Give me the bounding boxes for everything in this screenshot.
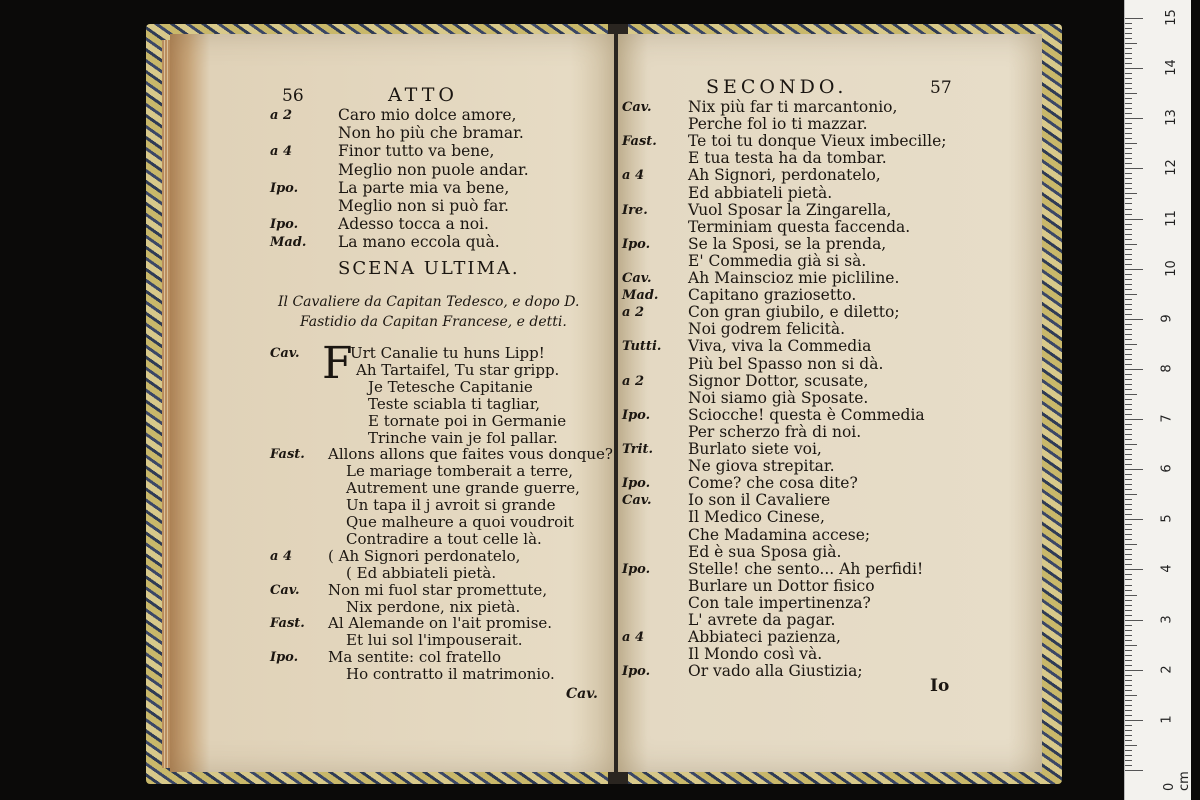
ruler-tick <box>1125 339 1132 340</box>
ruler-tick <box>1125 78 1132 79</box>
left-line2-speaker: Cav. <box>270 346 300 361</box>
ruler-tick <box>1125 595 1137 596</box>
right-line-text-line: Che Madamina accese; <box>688 525 871 544</box>
ruler-label: 1 <box>1159 715 1175 724</box>
right-line-text-line: Ed abbiateli pietà. <box>688 183 833 202</box>
ruler-tick <box>1125 675 1132 676</box>
left-page-header: ATTO <box>388 84 458 106</box>
ruler-tick <box>1125 289 1132 290</box>
ruler-tick <box>1125 404 1132 405</box>
ruler-tick <box>1125 138 1132 139</box>
right-line-text-line: Or vado alla Giustizia; <box>688 662 863 681</box>
ruler-label: 4 <box>1159 564 1175 574</box>
right-line-speaker: Ipo. <box>622 407 651 423</box>
left-line2-text-line: Ho contratto il matrimonio. <box>346 665 555 684</box>
ruler-tick <box>1125 214 1132 215</box>
ruler-tick <box>1125 504 1132 505</box>
ruler-tick <box>1125 254 1132 255</box>
ruler-tick <box>1125 574 1132 575</box>
left-line2-text-line: Al Alemande on l'ait promise. <box>328 614 553 633</box>
right-line-text-line: Abbiateci pazienza, <box>688 628 841 647</box>
left-line-speaker: Ipo. <box>270 217 299 233</box>
left-page <box>170 34 614 772</box>
ruler-tick <box>1125 188 1132 189</box>
left-line2-text-line: ( Ed abbiateli pietà. <box>346 563 497 582</box>
ruler-tick <box>1125 108 1132 109</box>
ruler-tick <box>1125 63 1132 64</box>
right-line-text-line: Il Medico Cinese, <box>688 508 825 527</box>
right-line-text-line: Burlare un Dottor fisico <box>688 576 875 595</box>
right-line-text-line: Il Mondo così và. <box>688 645 823 664</box>
right-line-speaker: Mad. <box>622 288 659 304</box>
ruler-label: 9 <box>1159 314 1175 323</box>
right-line-text-line: E tua testa ha da tombar. <box>688 149 887 168</box>
ruler-tick <box>1125 269 1143 270</box>
ruler-label: 15 <box>1163 9 1179 26</box>
ruler-tick <box>1125 299 1132 300</box>
left-line2-text-line: E tornate poi in Germanie <box>368 411 567 430</box>
left-line2-text-line: Que malheure a quoi voudroit <box>346 513 574 531</box>
left-line2-text-line: Le mariage tomberait a terre, <box>346 462 573 481</box>
ruler-tick <box>1125 740 1132 741</box>
ruler-tick <box>1125 148 1132 149</box>
ruler-label: 8 <box>1159 364 1175 373</box>
left-line2-text-line: Allons allons que faites vous donque? <box>328 445 613 464</box>
ruler-tick <box>1125 414 1132 415</box>
right-line-speaker: a 2 <box>622 305 644 321</box>
ruler-tick <box>1125 163 1132 164</box>
ruler-tick <box>1125 534 1132 535</box>
ruler-tick <box>1125 700 1132 701</box>
ruler-tick <box>1125 434 1132 435</box>
right-line-text-line: Io son il Cavaliere <box>688 491 831 510</box>
stage-direction-line-1: Il Cavaliere da Capitan Tedesco, e dopo D. <box>278 294 580 310</box>
ruler-tick <box>1125 640 1132 641</box>
ruler-label: 13 <box>1163 109 1179 127</box>
ruler-tick <box>1125 28 1132 29</box>
left-line2-text-line: Urt Canalie tu huns Lipp! <box>350 344 545 362</box>
right-line-text-line: Stelle! che sento... Ah perfidi! <box>688 559 924 578</box>
ruler-label: 2 <box>1159 665 1175 674</box>
right-line-speaker: Ipo. <box>622 236 651 252</box>
ruler-tick <box>1125 178 1132 179</box>
ruler-tick <box>1125 239 1132 240</box>
left-line2-text-line: Autrement une grande guerre, <box>346 479 580 498</box>
ruler-tick <box>1125 474 1132 475</box>
left-line-text-line: Meglio non si può far. <box>338 197 509 215</box>
ruler-tick <box>1125 128 1132 129</box>
ruler-tick <box>1125 454 1132 455</box>
ruler-tick <box>1125 750 1132 751</box>
ruler-label: 14 <box>1163 59 1179 76</box>
ruler-tick <box>1125 33 1132 34</box>
right-line-speaker: a 2 <box>622 373 644 389</box>
ruler-tick <box>1125 234 1132 235</box>
left-line2-text-line: Un tapa il j avroit si grande <box>346 496 556 515</box>
right-line-text-line: Burlato siete voi, <box>688 440 822 458</box>
ruler-tick <box>1125 489 1132 490</box>
ruler-tick <box>1125 715 1132 716</box>
ruler-label: 0 cm <box>1162 771 1192 791</box>
ruler-tick <box>1125 103 1132 104</box>
left-line2-text-line: Ma sentite: col fratello <box>328 648 502 667</box>
left-line2-text-line: Ah Tartaifel, Tu star gripp. <box>356 360 560 379</box>
ruler-tick <box>1125 519 1143 520</box>
ruler-tick <box>1125 93 1137 94</box>
ruler-tick <box>1125 529 1132 530</box>
ruler-tick <box>1125 494 1137 495</box>
ruler-tick <box>1125 58 1132 59</box>
left-line-speaker: a 2 <box>270 108 292 123</box>
right-line-text-line: Con gran giubilo, e diletto; <box>688 303 900 322</box>
ruler-tick <box>1125 630 1132 631</box>
left-line2-text-line: ( Ah Signori perdonatelo, <box>328 546 521 565</box>
right-line-speaker: Trit. <box>622 442 654 457</box>
right-line-speaker: Ipo. <box>622 476 651 492</box>
ruler-label: 12 <box>1163 159 1179 177</box>
ruler-label: 11 <box>1163 209 1179 227</box>
ruler-tick <box>1125 399 1132 400</box>
scene-title: SCENA ULTIMA. <box>338 258 520 279</box>
ruler-tick <box>1125 309 1132 310</box>
right-line-text-line: Noi godrem felicità. <box>688 320 846 339</box>
ruler-tick <box>1125 249 1132 250</box>
ruler-tick <box>1125 304 1132 305</box>
ruler-tick <box>1125 670 1143 671</box>
ruler-tick <box>1125 509 1132 510</box>
ruler-tick <box>1125 133 1132 134</box>
ruler-tick <box>1125 419 1143 420</box>
ruler-tick <box>1125 334 1132 335</box>
ruler-tick <box>1125 88 1132 89</box>
ruler-tick <box>1125 329 1132 330</box>
right-line-text-line: Terminiam questa faccenda. <box>688 217 911 236</box>
right-line-text-line: Sciocche! questa è Commedia <box>688 405 925 424</box>
ruler-label: 6 <box>1159 464 1175 473</box>
right-line-text-line: Noi siamo già Sposate. <box>688 388 869 407</box>
ruler-tick <box>1125 53 1132 54</box>
ruler-tick <box>1125 244 1137 245</box>
ruler-tick <box>1125 294 1137 295</box>
ruler-tick <box>1125 394 1137 395</box>
ruler-tick <box>1125 73 1132 74</box>
ruler-tick <box>1125 479 1132 480</box>
ruler-tick <box>1125 68 1143 69</box>
ruler-tick <box>1125 695 1137 696</box>
ruler-label: 3 <box>1159 614 1175 624</box>
ruler-tick <box>1125 524 1132 525</box>
left-line2-text-line: Trinche vain je fol pallar. <box>368 428 558 447</box>
ruler-tick <box>1125 735 1132 736</box>
left-line2-text-line: Contradire a tout celle là. <box>346 529 542 548</box>
right-line-speaker: Tutti. <box>622 339 662 355</box>
right-line-text-line: Perche fol io ti mazzar. <box>688 115 868 134</box>
measurement-ruler <box>1124 0 1191 800</box>
ruler-tick <box>1125 123 1132 124</box>
ruler-tick <box>1125 579 1132 580</box>
left-line-text-line: Meglio non puole andar. <box>338 160 529 179</box>
ruler-tick <box>1125 168 1143 169</box>
ruler-tick <box>1125 625 1132 626</box>
ruler-tick <box>1125 389 1132 390</box>
ruler-tick <box>1125 409 1132 410</box>
right-page-header: SECONDO. <box>706 76 848 98</box>
left-line-text-line: Caro mio dolce amore, <box>338 106 517 124</box>
ruler-tick <box>1125 83 1132 84</box>
ruler-tick <box>1125 349 1132 350</box>
ruler-tick <box>1125 354 1132 355</box>
ruler-tick <box>1125 650 1132 651</box>
left-line2-speaker: a 4 <box>270 548 292 564</box>
ruler-tick <box>1125 499 1132 500</box>
right-line-speaker: Cav. <box>622 271 652 286</box>
ruler-tick <box>1125 765 1132 766</box>
right-line-text-line: Vuol Sposar la Zingarella, <box>688 200 892 219</box>
ruler-tick <box>1125 655 1132 656</box>
ruler-tick <box>1125 554 1132 555</box>
right-line-text-line: Te toi tu donque Vieux imbecille; <box>688 132 947 151</box>
ruler-tick <box>1125 43 1137 44</box>
ruler-tick <box>1125 590 1132 591</box>
right-line-text-line: E' Commedia già si sà. <box>688 251 867 270</box>
ruler-tick <box>1125 193 1137 194</box>
left-line2-speaker: Ipo. <box>270 650 299 666</box>
left-line-text-line: La parte mia va bene, <box>338 178 510 197</box>
ruler-tick <box>1125 203 1132 204</box>
ruler-tick <box>1125 439 1132 440</box>
ruler-tick <box>1125 284 1132 285</box>
right-line-text-line: Come? che cosa dite? <box>688 474 858 493</box>
ruler-tick <box>1125 745 1137 746</box>
ruler-tick <box>1125 549 1132 550</box>
ruler-tick <box>1125 173 1132 174</box>
right-line-speaker: Cav. <box>622 493 652 509</box>
right-line-text-line: Con tale impertinenza? <box>688 593 871 612</box>
ruler-tick <box>1125 449 1132 450</box>
ruler-tick <box>1125 615 1132 616</box>
ruler-tick <box>1125 685 1132 686</box>
left-line2-text-line: Nix perdone, nix pietà. <box>346 597 521 616</box>
ruler-tick <box>1125 680 1132 681</box>
right-line-text-line: Se la Sposi, se la prenda, <box>688 234 887 253</box>
ruler-tick <box>1125 484 1132 485</box>
ruler-tick <box>1125 429 1132 430</box>
ruler-tick <box>1125 319 1143 320</box>
ruler-tick <box>1125 544 1137 545</box>
ruler-tick <box>1125 274 1132 275</box>
ruler-tick <box>1125 645 1137 646</box>
ruler-tick <box>1125 755 1132 756</box>
ruler-tick <box>1125 38 1132 39</box>
left-line2-speaker: Cav. <box>270 582 300 598</box>
right-line-speaker: Ipo. <box>622 664 651 680</box>
right-line-text-line: Viva, viva la Commedia <box>688 337 872 356</box>
ruler-tick <box>1125 665 1132 666</box>
ruler-tick <box>1125 229 1132 230</box>
ruler-tick <box>1125 48 1132 49</box>
right-line-text-line: Per scherzo frà di noi. <box>688 422 862 441</box>
ruler-tick <box>1125 158 1132 159</box>
right-line-speaker: a 4 <box>622 168 644 184</box>
ruler-tick <box>1125 705 1132 706</box>
left-catchword: Cav. <box>566 686 598 702</box>
ruler-tick <box>1125 725 1132 726</box>
ruler-tick <box>1125 635 1132 636</box>
right-line-text-line: Più bel Spasso non si dà. <box>688 354 884 373</box>
ruler-label: 5 <box>1159 514 1175 523</box>
ruler-tick <box>1125 279 1132 280</box>
ruler-tick <box>1125 219 1143 220</box>
right-line-text-line: Nix più far ti marcantonio, <box>688 98 898 116</box>
ruler-tick <box>1125 384 1132 385</box>
ruler-tick <box>1125 585 1132 586</box>
right-line-text-line: Ah Signori, perdonatelo, <box>688 166 881 185</box>
ruler-tick <box>1125 344 1137 345</box>
drop-cap: F <box>322 338 353 389</box>
ruler-tick <box>1125 364 1132 365</box>
left-line-speaker: Mad. <box>270 235 307 251</box>
left-line-text-line: La mano eccola quà. <box>338 233 500 252</box>
ruler-tick <box>1125 514 1132 515</box>
stage-direction-line-2: Fastidio da Capitan Francese, e detti. <box>300 314 567 330</box>
left-page-number: 56 <box>282 86 304 106</box>
ruler-tick <box>1125 539 1132 540</box>
right-line-speaker: Fast. <box>622 134 657 150</box>
ruler-tick <box>1125 660 1132 661</box>
ruler-tick <box>1125 720 1143 721</box>
ruler-tick <box>1125 98 1132 99</box>
ruler-tick <box>1125 153 1132 154</box>
ruler-tick <box>1125 710 1132 711</box>
ruler-tick <box>1125 18 1143 19</box>
ruler-tick <box>1125 198 1132 199</box>
left-line2-text-line: Je Tetesche Capitanie <box>368 377 533 396</box>
ruler-tick <box>1125 569 1143 570</box>
ruler-tick <box>1125 264 1132 265</box>
left-line-text-line: Finor tutto va bene, <box>338 142 495 161</box>
ruler-tick <box>1125 444 1137 445</box>
left-line2-text-line: Non mi fuol star promettute, <box>328 580 548 599</box>
right-line-speaker: Ipo. <box>622 561 651 577</box>
ruler-tick <box>1125 379 1132 380</box>
right-line-speaker: Cav. <box>622 100 652 115</box>
right-page <box>618 34 1042 772</box>
ruler-tick <box>1125 143 1137 144</box>
left-line-speaker: Ipo. <box>270 180 299 196</box>
ruler-tick <box>1125 224 1132 225</box>
right-line-text-line: Capitano graziosetto. <box>688 286 857 305</box>
left-line2-speaker: Fast. <box>270 447 305 463</box>
ruler-tick <box>1125 113 1132 114</box>
ruler-tick <box>1125 424 1132 425</box>
ruler-label: 10 <box>1163 259 1179 277</box>
left-line2-text-line: Et lui sol l'impouserait. <box>346 631 523 650</box>
ruler-tick <box>1125 690 1132 691</box>
right-line-text-line: Signor Dottor, scusate, <box>688 371 869 390</box>
ruler-tick <box>1125 374 1132 375</box>
right-line-text-line: Ed è sua Sposa già. <box>688 542 842 561</box>
ruler-tick <box>1125 559 1132 560</box>
ruler-tick <box>1125 760 1132 761</box>
ruler-tick <box>1125 23 1132 24</box>
ruler-tick <box>1125 464 1132 465</box>
ruler-tick <box>1125 183 1132 184</box>
right-line-text-line: Ah Mainscioz mie picliline. <box>688 269 900 287</box>
ruler-tick <box>1125 324 1132 325</box>
left-line2-speaker: Fast. <box>270 616 305 632</box>
ruler-tick <box>1125 314 1132 315</box>
right-line-text-line: L' avrete da pagar. <box>688 611 836 629</box>
right-line-text-line: Ne giova strepitar. <box>688 457 835 476</box>
ruler-tick <box>1125 259 1132 260</box>
left-line-speaker: a 4 <box>270 144 292 160</box>
ruler-tick <box>1125 469 1143 470</box>
left-line-text-line: Non ho più che bramar. <box>338 124 524 143</box>
right-line-speaker: Ire. <box>622 202 648 218</box>
right-page-number: 57 <box>930 78 952 98</box>
right-catchword: Io <box>930 676 950 696</box>
ruler-tick <box>1125 118 1143 119</box>
right-line-speaker: a 4 <box>622 630 644 646</box>
ruler-tick <box>1125 620 1143 621</box>
ruler-tick <box>1125 209 1132 210</box>
ruler-tick <box>1125 564 1132 565</box>
ruler-tick <box>1125 730 1132 731</box>
left-line2-text-line: Teste sciabla ti tagliar, <box>368 394 541 413</box>
ruler-tick <box>1125 605 1132 606</box>
ruler-tick <box>1125 359 1132 360</box>
ruler-tick <box>1125 770 1143 771</box>
left-line-text-line: Adesso tocca a noi. <box>338 215 489 234</box>
ruler-tick <box>1125 600 1132 601</box>
ruler-label: 7 <box>1159 414 1175 423</box>
ruler-tick <box>1125 459 1132 460</box>
ruler-tick <box>1125 610 1132 611</box>
ruler-tick <box>1125 369 1143 370</box>
